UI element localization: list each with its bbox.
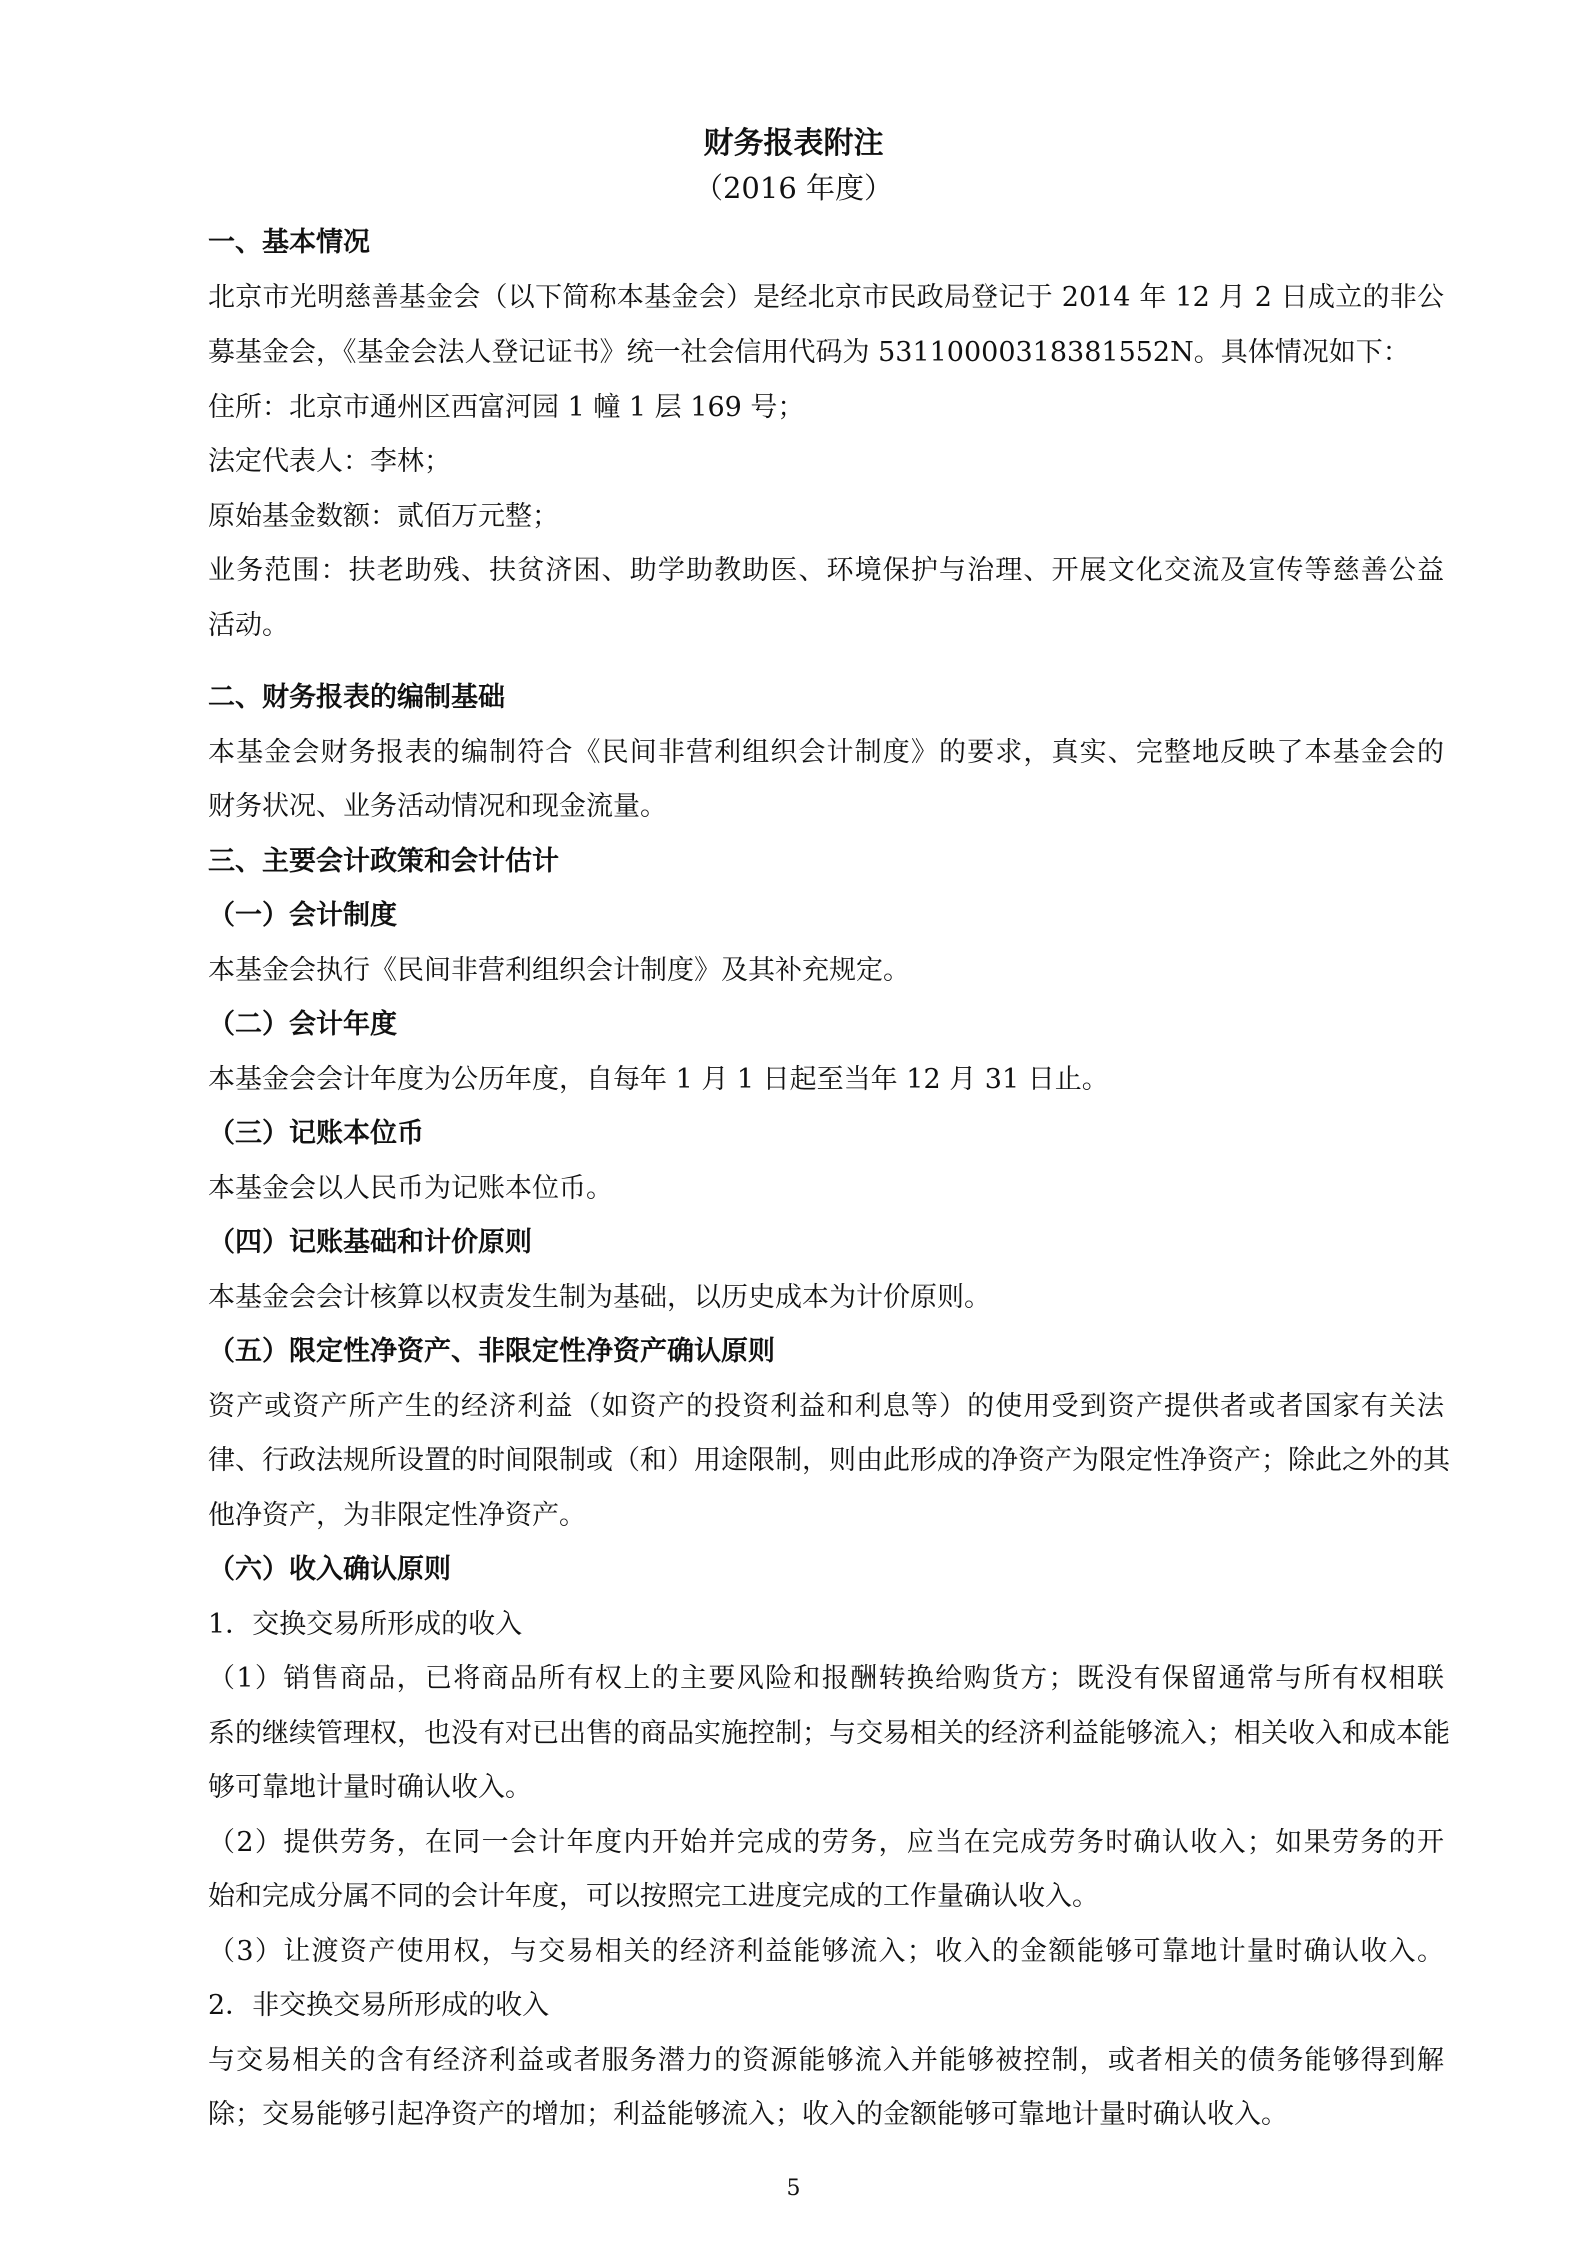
s1-fund: 原始基金数额：贰佰万元整； <box>208 501 559 532</box>
s2-paragraph-line-1: 本基金会财务报表的编制符合《民间非营利组织会计制度》的要求，真实、完整地反映了本基金会的 <box>208 737 1444 768</box>
section-2-heading: 二、财务报表的编制基础 <box>208 682 505 713</box>
item-1-2-line-1: （2）提供劳务，在同一会计年度内开始并完成的劳务，应当在完成劳务时确认收入；如果劳务的开 <box>208 1827 1444 1858</box>
page-number: 5 <box>786 2176 801 2201</box>
s1-legal-rep: 法定代表人：李林； <box>208 446 451 477</box>
s1-scope-line-1: 业务范围：扶老助残、扶贫济困、助学助教助医、环境保护与治理、开展文化交流及宣传等慈善公益 <box>208 555 1444 586</box>
subsection-5-heading: （五）限定性净资产、非限定性净资产确认原则 <box>208 1336 775 1367</box>
s1-scope-line-2: 活动。 <box>208 610 289 641</box>
subsection-3-heading: （三）记账本位币 <box>208 1118 424 1149</box>
s1-paragraph-line-1: 北京市光明慈善基金会（以下简称本基金会）是经北京市民政局登记于 2014 年 12 月 2 日成立的非公 <box>208 282 1444 313</box>
s1-address: 住所：北京市通州区西富河园 1 幢 1 层 169 号； <box>208 392 805 423</box>
subsection-2-heading: （二）会计年度 <box>208 1009 397 1040</box>
subsection-4-text: 本基金会会计核算以权责发生制为基础，以历史成本为计价原则。 <box>208 1282 991 1313</box>
section-1-heading: 一、基本情况 <box>208 227 370 258</box>
section-3-heading: 三、主要会计政策和会计估计 <box>208 846 559 877</box>
item-1-1-line-2: 系的继续管理权，也没有对已出售的商品实施控制；与交易相关的经济利益能够流入；相关收入和成本能 <box>208 1718 1450 1749</box>
item-1-2-line-2: 始和完成分属不同的会计年度，可以按照完工进度完成的工作量确认收入。 <box>208 1881 1099 1912</box>
subsection-5-line-1: 资产或资产所产生的经济利益（如资产的投资利益和利息等）的使用受到资产提供者或者国家有关法 <box>208 1391 1444 1422</box>
subsection-3-text: 本基金会以人民币为记账本位币。 <box>208 1173 613 1204</box>
s1-paragraph-line-2: 募基金会，《基金会法人登记证书》统一社会信用代码为 53110000318381552N。具体情况如下： <box>208 337 1410 368</box>
subsection-2-text: 本基金会会计年度为公历年度，自每年 1 月 1 日起至当年 12 月 31 日止。 <box>208 1064 1109 1095</box>
item-1-heading: 1．交换交易所形成的收入 <box>208 1609 523 1640</box>
subsection-5-line-2: 律、行政法规所设置的时间限制或（和）用途限制，则由此形成的净资产为限定性净资产；除此之外的其 <box>208 1445 1450 1476</box>
item-1-3-text: （3）让渡资产使用权，与交易相关的经济利益能够流入；收入的金额能够可靠地计量时确认收入。 <box>208 1936 1444 1967</box>
item-2-line-1: 与交易相关的含有经济利益或者服务潜力的资源能够流入并能够被控制，或者相关的债务能够得到解 <box>208 2045 1444 2076</box>
subsection-6-heading: （六）收入确认原则 <box>208 1554 451 1585</box>
document-title: 财务报表附注 <box>703 126 884 161</box>
item-2-line-2: 除；交易能够引起净资产的增加；利益能够流入；收入的金额能够可靠地计量时确认收入。 <box>208 2099 1288 2130</box>
item-2-heading: 2．非交换交易所形成的收入 <box>208 1990 550 2021</box>
item-1-1-line-1: （1）销售商品，已将商品所有权上的主要风险和报酬转换给购货方；既没有保留通常与所有权相联 <box>208 1663 1444 1694</box>
subsection-1-heading: （一）会计制度 <box>208 900 397 931</box>
item-1-1-line-3: 够可靠地计量时确认收入。 <box>208 1772 532 1803</box>
subsection-5-line-3: 他净资产，为非限定性净资产。 <box>208 1500 586 1531</box>
document-subtitle: （2016 年度） <box>693 171 894 205</box>
subsection-4-heading: （四）记账基础和计价原则 <box>208 1227 532 1258</box>
s2-paragraph-line-2: 财务状况、业务活动情况和现金流量。 <box>208 791 667 822</box>
subsection-1-text: 本基金会执行《民间非营利组织会计制度》及其补充规定。 <box>208 955 910 986</box>
